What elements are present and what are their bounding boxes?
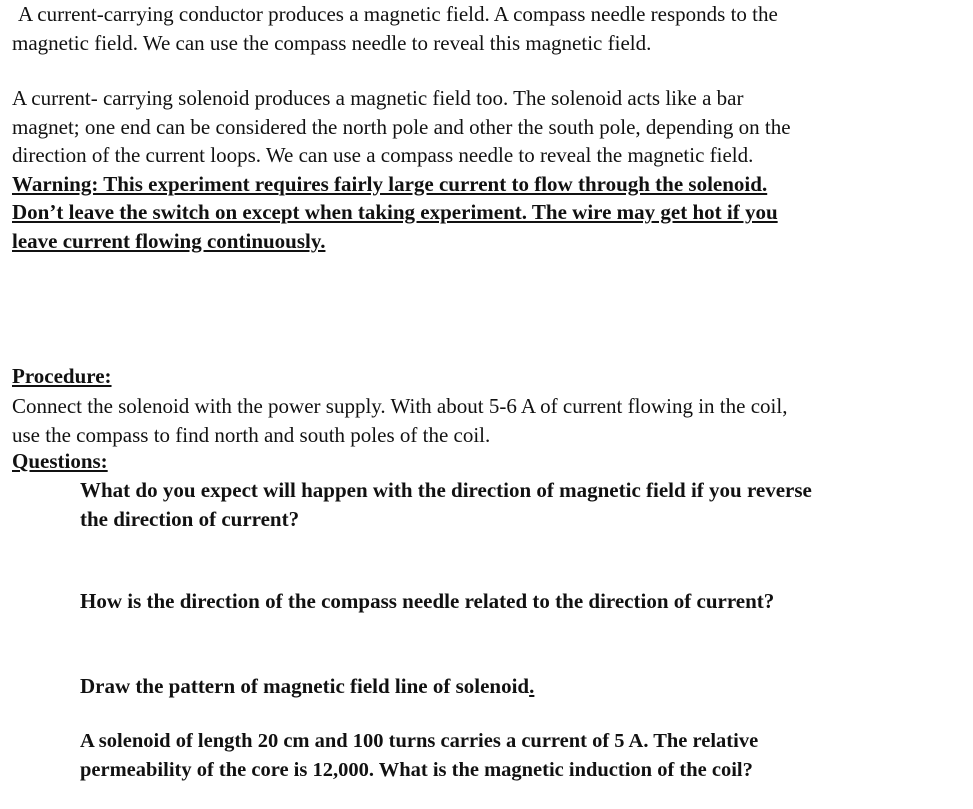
question-2-text: How is the direction of the compass needle related to the direction of current?: [80, 589, 775, 613]
solenoid-line-1: A current- carrying solenoid produces a magnetic field too. The solenoid acts like a bar: [12, 86, 744, 110]
warning-block: [12, 170, 962, 199]
intro-line-1: A current-carrying conductor produces a magnetic field. A compass needle responds to the: [18, 2, 778, 26]
warning-line-2: Don’t leave the switch on except when taking experiment. The wire may get hot if you: [12, 200, 778, 224]
solenoid-paragraph: [12, 84, 962, 255]
warning-line-1: Warning: This experiment requires fairly large current to flow through the solenoid.: [12, 171, 768, 196]
warning-line-3-wrap: [12, 227, 962, 256]
procedure-line-2: use the compass to find north and south poles of the coil.: [12, 422, 491, 447]
question-1: [80, 476, 812, 533]
procedure-text: [12, 392, 962, 449]
intro-paragraph: [12, 0, 962, 57]
question-4-line-2: permeability of the core is 12,000. What is the magnetic induction of the coil?: [80, 758, 753, 781]
question-1-line-2: the direction of current?: [80, 506, 300, 531]
solenoid-line-2: magnet; one end can be considered the north pole and other the south pole, depending on the: [12, 114, 791, 139]
question-4-line-1: A solenoid of length 20 cm and 100 turns carries a current of 5 A. The relative: [80, 730, 759, 752]
solenoid-line-3: direction of the current loops. We can use a compass needle to reveal the magnetic field.: [12, 143, 754, 167]
question-3-period: .: [529, 674, 535, 698]
question-3: [80, 672, 534, 701]
warning-line-2-wrap: [12, 198, 962, 227]
procedure-line-1: Connect the solenoid with the power supply. With about 5-6 A of current flowing in the coil,: [12, 394, 788, 418]
question-2: [80, 587, 774, 616]
procedure-heading: Procedure:: [12, 364, 112, 388]
warning-line-3: leave current flowing continuously.: [12, 228, 326, 253]
question-4: [80, 727, 758, 784]
questions-heading: Questions:: [12, 449, 108, 473]
question-3-text: Draw the pattern of magnetic field line of solenoid: [80, 674, 530, 698]
intro-line-2: magnetic field. We can use the compass needle to reveal this magnetic field.: [12, 30, 652, 55]
question-1-line-1: What do you expect will happen with the direction of magnetic field if you reverse: [80, 478, 812, 502]
